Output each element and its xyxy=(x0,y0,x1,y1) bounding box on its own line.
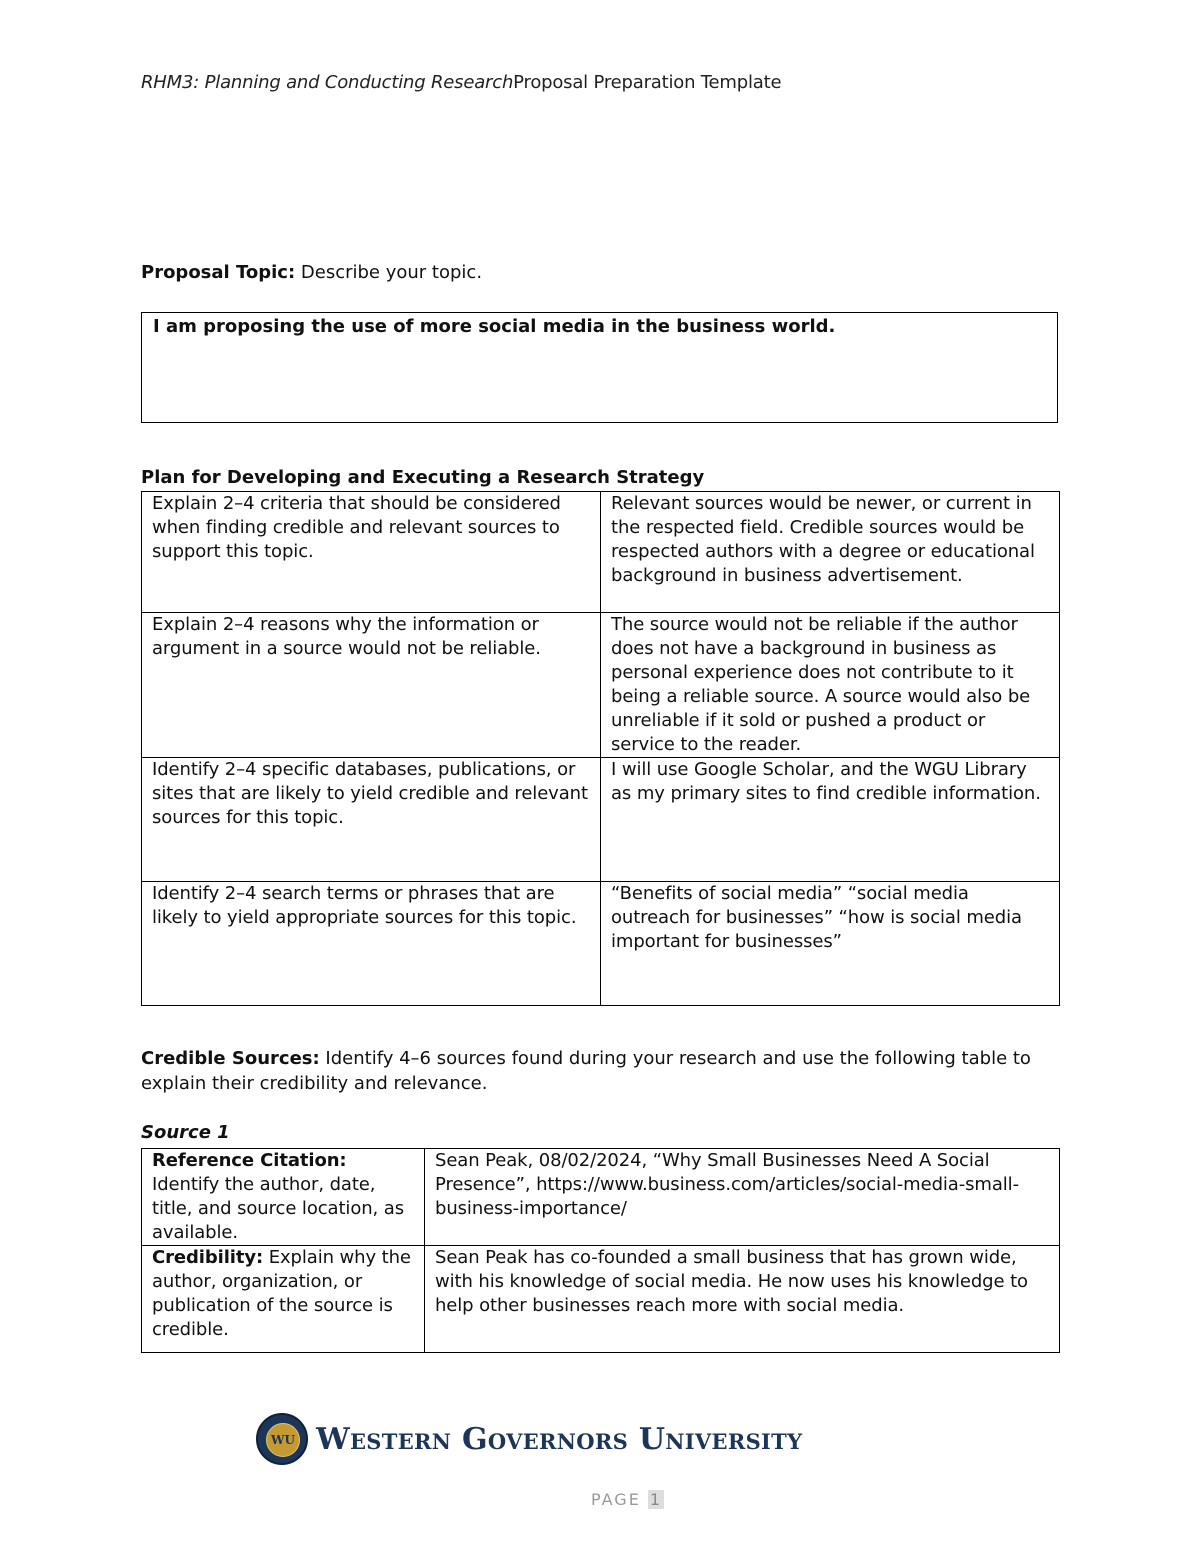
table-row xyxy=(142,613,1060,758)
credibility-label: Credibility: xyxy=(152,1247,264,1268)
source-1-heading: Source 1 xyxy=(141,1122,230,1143)
credibility-prompt-cell xyxy=(142,1246,425,1353)
table-row xyxy=(142,758,1060,882)
table-row xyxy=(142,1149,1060,1246)
plan-heading: Plan for Developing and Executing a Research Strategy xyxy=(141,467,705,488)
university-seal-icon: WU xyxy=(256,1413,308,1465)
page-header xyxy=(141,72,781,93)
citation-label: Reference Citation: xyxy=(152,1150,347,1171)
page-number-value: 1 xyxy=(649,1490,663,1509)
table-row xyxy=(142,882,1060,1006)
document-title: Proposal Preparation Template xyxy=(513,72,782,93)
page-label: PAGE xyxy=(591,1490,648,1509)
credibility-prompt: Explain why the author, organization, or publication of the source is credible. xyxy=(152,1247,411,1340)
topic-label-bold: Proposal Topic: xyxy=(141,262,296,283)
credibility-response-cell: Sean Peak has co-founded a small business that has grown wide, with his knowledge of social media. He now uses his knowledge to help other businesses reach more with social media. xyxy=(425,1246,1060,1353)
wgu-logo xyxy=(256,1411,802,1467)
citation-prompt-cell xyxy=(142,1149,425,1246)
proposal-topic-answer: I am proposing the use of more social media in the business world. xyxy=(141,312,1058,423)
research-strategy-table xyxy=(141,491,1060,1006)
prompt-cell: Identify 2–4 search terms or phrases that are likely to yield appropriate sources for this topic. xyxy=(142,882,601,1006)
credible-sources-paragraph xyxy=(141,1046,1061,1096)
table-row xyxy=(142,492,1060,613)
response-cell: I will use Google Scholar, and the WGU Library as my primary sites to find credible information. xyxy=(601,758,1060,882)
page-number xyxy=(591,1490,664,1509)
credible-label: Credible Sources: xyxy=(141,1048,320,1069)
prompt-cell: Identify 2–4 specific databases, publications, or sites that are likely to yield credible and relevant sources for this topic. xyxy=(142,758,601,882)
credible-instruction: Identify 4–6 sources found during your research and use the following table to explain their credibility and relevance. xyxy=(141,1048,1031,1094)
response-cell: “Benefits of social media” “social media outreach for businesses” “how is social media important for businesses” xyxy=(601,882,1060,1006)
topic-instruction: Describe your topic. xyxy=(295,262,483,283)
prompt-cell: Explain 2–4 reasons why the information or argument in a source would not be reliable. xyxy=(142,613,601,758)
response-cell: The source would not be reliable if the author does not have a background in business as personal experience does not contribute to it being a reliable source. A source would also be unreliable if it sold or pushed a product or service to the reader. xyxy=(601,613,1060,758)
proposal-topic-label xyxy=(141,262,482,283)
logo-wordmark: Western Governors University xyxy=(316,1421,803,1457)
response-cell: Relevant sources would be newer, or current in the respected field. Credible sources would be respected authors with a degree or educational background in business advertisement. xyxy=(601,492,1060,613)
prompt-cell: Explain 2–4 criteria that should be considered when finding credible and relevant sources to support this topic. xyxy=(142,492,601,613)
citation-prompt: Identify the author, date, title, and source location, as available. xyxy=(152,1174,404,1243)
citation-response-cell: Sean Peak, 08/02/2024, “Why Small Businesses Need A Social Presence”, https://www.business.com/articles/social-media-small-business-importance/ xyxy=(425,1149,1060,1246)
course-title: RHM3: Planning and Conducting Research xyxy=(141,72,514,93)
table-row xyxy=(142,1246,1060,1353)
source-1-table xyxy=(141,1148,1060,1353)
